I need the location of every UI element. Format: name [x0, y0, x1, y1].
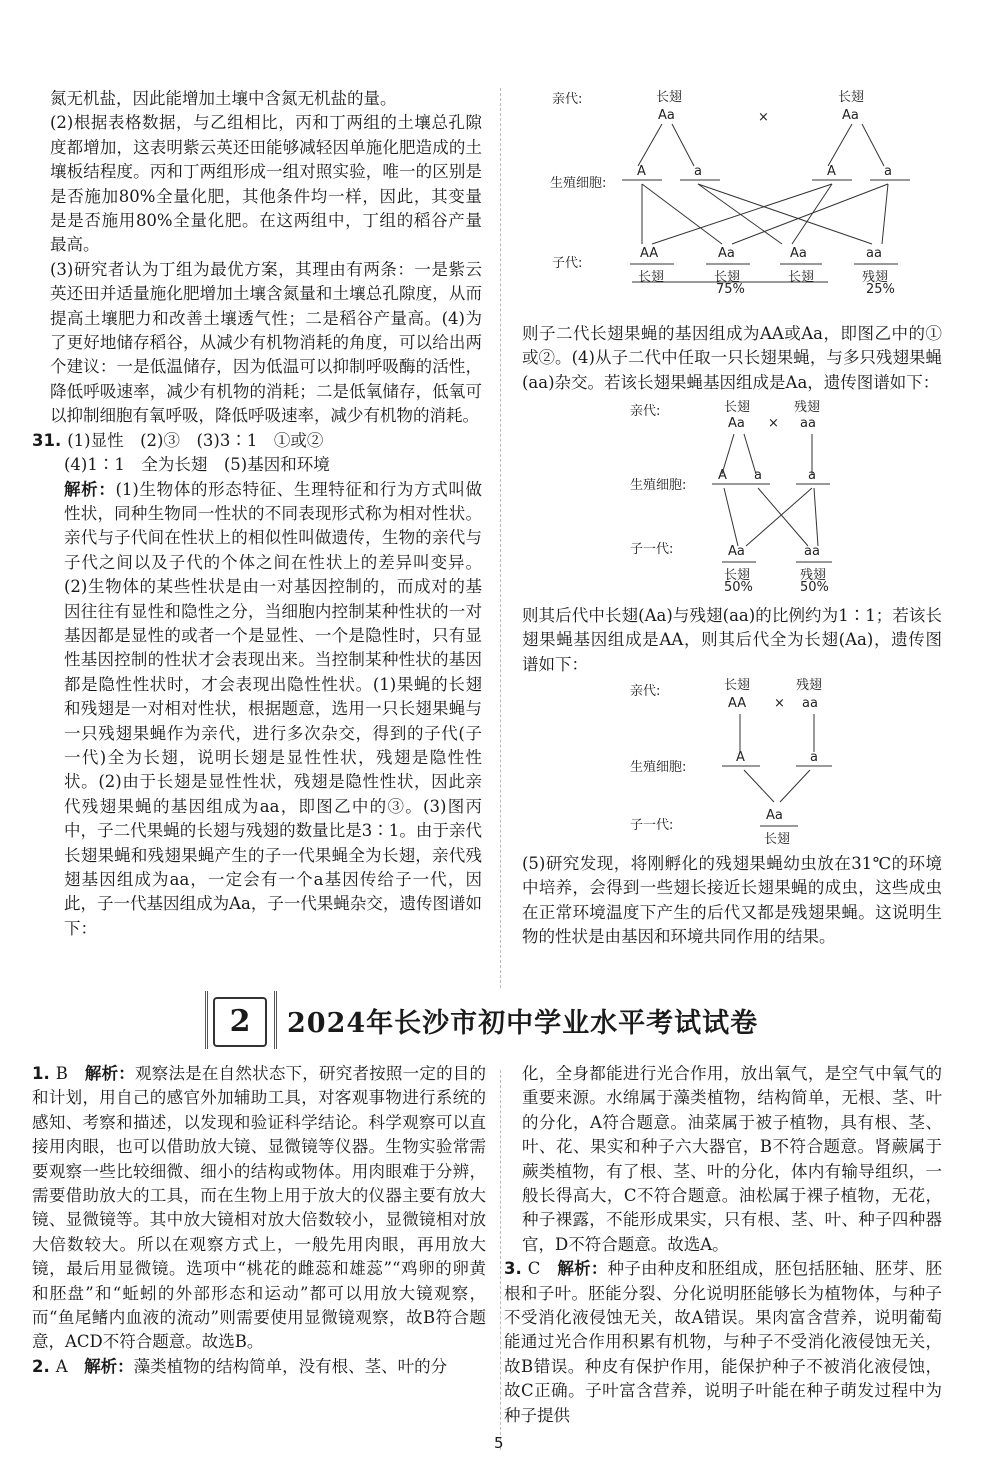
offspring-trait: 长翅: [714, 270, 741, 285]
parent-1-trait: 长翅: [724, 400, 751, 415]
offspring-genotype: aa: [804, 544, 820, 559]
parent-label: 亲代:: [630, 684, 661, 699]
section-title: 2024年长沙市初中学业水平考试试卷: [287, 1008, 759, 1039]
analysis-text: 观察法是在自然状态下，研究者按照一定的目的和计划，用自己的感官外加辅助工具，对客观事物进行系统的感知、考察和描述，以发现和验证科学结论。科学观察可以直接用肉眼，也可以借助放大镜、显微镜等仪器。生物实验常需要观察一些比较细微、细小的结构或物体。用肉眼难于分辨，需要借助放大的工具，而在生物上用于放大的仪器主要有放大镜、显微镜等。其中放大镜相对放大倍数较小，显微镜相对放大倍数较大。所以在观察方式上，一般先用肉眼，再用放大镜，最后用显微镜。选项中“桃花的雌蕊和雄蕊”“鸡卵的卵黄和胚盘”和“蚯蚓的外部形态和运动”都可以用放大镜观察，而“鱼尾鳍内血液的流动”则需要使用显微镜观察，故B符合题意，ACD不符合题意。故选B。: [32, 1064, 487, 1352]
question-number: 1.: [32, 1064, 50, 1083]
offspring-label: 子一代:: [630, 818, 674, 833]
offspring-percent: 50%: [800, 580, 829, 595]
question-number: 31.: [32, 430, 62, 450]
gamete: a: [884, 164, 892, 179]
left-column-bottom: [32, 1062, 487, 1379]
analysis-label: 解析：: [64, 479, 116, 499]
answer-line-1: (1)显性 (2)③ (3)3∶1 ①或②: [67, 430, 324, 450]
offspring-label: 子一代:: [630, 542, 674, 557]
parent-2-trait: 残翅: [794, 400, 821, 415]
question-31-answer: [32, 429, 482, 453]
cross-symbol: ×: [774, 696, 785, 711]
parent-2-genotype: aa: [800, 416, 816, 431]
right-column-bottom: [504, 1062, 942, 1428]
analysis-label: 解析：: [557, 1259, 608, 1279]
cross-symbol: ×: [768, 416, 779, 431]
gamete-label: 生殖细胞:: [550, 176, 607, 191]
parent-2-genotype: aa: [802, 696, 818, 711]
analysis-label: 解析：: [84, 1356, 134, 1376]
offspring-genotype: Aa: [766, 808, 783, 823]
parent-label: 亲代:: [630, 404, 661, 419]
question-number: 2.: [32, 1356, 50, 1376]
offspring-trait: 长翅: [724, 568, 751, 583]
diagram-2-lines: [600, 396, 920, 596]
offspring-genotype: Aa: [790, 246, 807, 261]
analysis-label: 解析：: [84, 1064, 136, 1083]
analysis-text: 藻类植物的结构简单，没有根、茎、叶的分: [133, 1356, 448, 1376]
gamete: a: [694, 164, 702, 179]
gamete: A: [736, 750, 745, 765]
parent-2-genotype: Aa: [842, 108, 859, 123]
parent-1-genotype: Aa: [728, 416, 745, 431]
paragraph: (2)根据表格数据，与乙组相比，丙和丁两组的土壤总孔隙度都增加，这表明紫云英还田能够减轻因单施化肥造成的土壤板结程度。丙和丁两组形成一组对照实验，唯一的区别是是否施加80%全量化肥，其他条件均一样，因此，其变量是是否施用80%全量化肥。在这两组中，丁组的稻谷产量最高。: [50, 113, 482, 255]
parent-1-trait: 长翅: [656, 90, 683, 105]
answer: A: [55, 1356, 68, 1376]
cross-symbol: ×: [758, 110, 769, 125]
offspring-percent: 50%: [724, 580, 753, 595]
parent-2-trait: 长翅: [838, 90, 865, 105]
right-column-top: [522, 322, 942, 395]
parent-1-trait: 长翅: [724, 678, 751, 693]
right-column-end: [522, 852, 942, 950]
page-number: 5: [494, 1434, 504, 1452]
left-column-top: [32, 87, 483, 941]
offspring-trait: 长翅: [764, 832, 791, 847]
gamete: a: [754, 468, 762, 483]
question-number: 3.: [504, 1259, 522, 1279]
offspring-trait: 残翅: [862, 270, 889, 285]
question-1: [32, 1062, 486, 1355]
gamete: a: [810, 750, 818, 765]
offspring-genotype: AA: [640, 246, 659, 261]
parent-1-genotype: Aa: [658, 108, 675, 123]
paragraph: 化，全身都能进行光合作用，放出氧气，是空气中氧气的重要来源。水绵属于藻类植物，结构简单，无根、茎、叶的分化，A符合题意。油菜属于被子植物，具有根、茎、叶、花、果实和种子六大器官，B不符合题意。肾蕨属于蕨类植物，有了根、茎、叶的分化，体内有输导组织，一般长得高大，C不符合题意。油松属于裸子植物，无花，种子裸露，不能形成果实，只有根、茎、叶、种子四种器官，D不符合题意。故选A。: [522, 1064, 942, 1254]
gamete: A: [718, 468, 727, 483]
section-banner: [205, 995, 805, 1051]
diagram-1-lines: [522, 86, 942, 296]
genetic-diagram-2: [600, 396, 920, 596]
right-column-mid: [522, 604, 942, 677]
percent-long-wing: 75%: [716, 282, 745, 297]
offspring-genotype: Aa: [728, 544, 745, 559]
parent-1-genotype: AA: [728, 696, 747, 711]
gamete: a: [808, 468, 816, 483]
analysis-text: (1)生物体的形态特征、生理特征和行为方式叫做性状，同种生物同一性状的不同表现形式称为相对性状。亲代与子代间在性状上的相似性叫做遗传，生物的亲代与子代之间以及子代的个体之间在性状上的差异叫变异。(2)生物体的某些性状是由一对基因控制的，而成对的基因往往有显性和隐性之分，当细胞内控制某种性状的一对基因都是显性的或者一个是显性、一个是隐性时，只有显性基因控制的性状才会表现出来。当控制某种性状的基因都是隐性性状时，才会表现出隐性性状。(1)果蝇的长翅和残翅是一对相对性状，根据题意，选用一只长翅果蝇与一只残翅果蝇作为亲代，进行多次杂交，得到的子代(子一代)全为长翅，说明长翅是显性性状，残翅是隐性性状。(2)由于长翅是显性性状，残翅是隐性性状，因此亲代残翅果蝇的基因组成为aa，即图乙中的③。(3)图丙中，子二代果蝇的长翅与残翅的数量比是3∶1。由于亲代长翅果蝇和残翅果蝇产生的子一代果蝇全为长翅，亲代残翅基因组成为aa，一定会有一个a基因传给子一代，因此，子一代基因组成为Aa，子一代果蝇杂交，遗传图谱如下：: [64, 479, 483, 938]
percent-short-wing: 25%: [866, 282, 895, 297]
paragraph: (5)研究发现，将刚孵化的残翅果蝇幼虫放在31℃的环境中培养，会得到一些翅长接近长翅果蝇的成虫，这些成虫在正常环境温度下产生的后代又都是残翅果蝇。这说明生物的性状是由基因和环境共同作用的结果。: [522, 854, 942, 947]
question-31-analysis: [50, 478, 482, 942]
question-2: [32, 1355, 486, 1379]
paragraph: 则子二代长翅果蝇的基因组成为AA或Aa，即图乙中的①或②。(4)从子二代中任取一只长翅果蝇，与多只残翅果蝇(aa)杂交。若该长翅果蝇基因组成是Aa，遗传图谱如下：: [522, 324, 942, 392]
paragraph: 则其后代中长翅(Aa)与残翅(aa)的比例约为1∶1；若该长翅果蝇基因组成是AA，则其后代全为长翅(Aa)，遗传图谱如下：: [522, 606, 942, 674]
genetic-diagram-1: [522, 86, 942, 296]
paragraph: (3)研究者认为丁组为最优方案，其理由有两条：一是紫云英还田并适量施化肥增加土壤含氮量和土壤总孔隙度，从而提高土壤肥力和改善土壤透气性；二是稻谷产量高。(4)为了更好地储存稻谷，从减少有机物消耗的角度，可以给出两个建议：一是低温储存，因为低温可以抑制呼吸酶的活性，降低呼吸速率，减少有机物的消耗；二是低氧储存，低氧可以抑制细胞有氧呼吸，降低呼吸速率，减少有机物的消耗。: [50, 259, 482, 426]
parent-2-trait: 残翅: [796, 678, 823, 693]
answer: C: [527, 1259, 541, 1279]
section-number: 2: [213, 997, 267, 1047]
offspring-trait: 长翅: [638, 270, 665, 285]
answer-line-2: (4)1∶1 全为长翅 (5)基因和环境: [64, 455, 330, 475]
gamete: A: [637, 164, 646, 179]
gamete-label: 生殖细胞:: [630, 760, 687, 775]
offspring-label: 子代:: [552, 256, 583, 271]
offspring-genotype: aa: [866, 246, 882, 261]
column-divider: [500, 1070, 501, 1450]
gamete: A: [827, 164, 836, 179]
offspring-genotype: Aa: [718, 246, 735, 261]
paragraph: 氮无机盐，因此能增加土壤中含氮无机盐的量。: [50, 89, 397, 108]
question-3: [504, 1257, 942, 1428]
analysis-text: 种子由种皮和胚组成，胚包括胚轴、胚芽、胚根和子叶。胚能分裂、分化说明胚能够长为植物体，与种子不受消化液侵蚀无关，故A错误。果肉富含营养，说明葡萄能通过光合作用积累有机物，与种子不受消化液侵蚀无关，故B错误。种皮有保护作用，能保护种子不被消化液侵蚀，故C正确。子叶富含营养，说明子叶能在种子萌发过程中为种子提供: [504, 1259, 942, 1425]
genetic-diagram-3: [600, 674, 900, 854]
gamete-label: 生殖细胞:: [630, 478, 687, 493]
offspring-trait: 残翅: [800, 568, 827, 583]
column-divider: [500, 88, 501, 988]
answer: B: [55, 1064, 68, 1083]
offspring-trait: 长翅: [788, 270, 815, 285]
parent-label: 亲代:: [552, 92, 583, 107]
